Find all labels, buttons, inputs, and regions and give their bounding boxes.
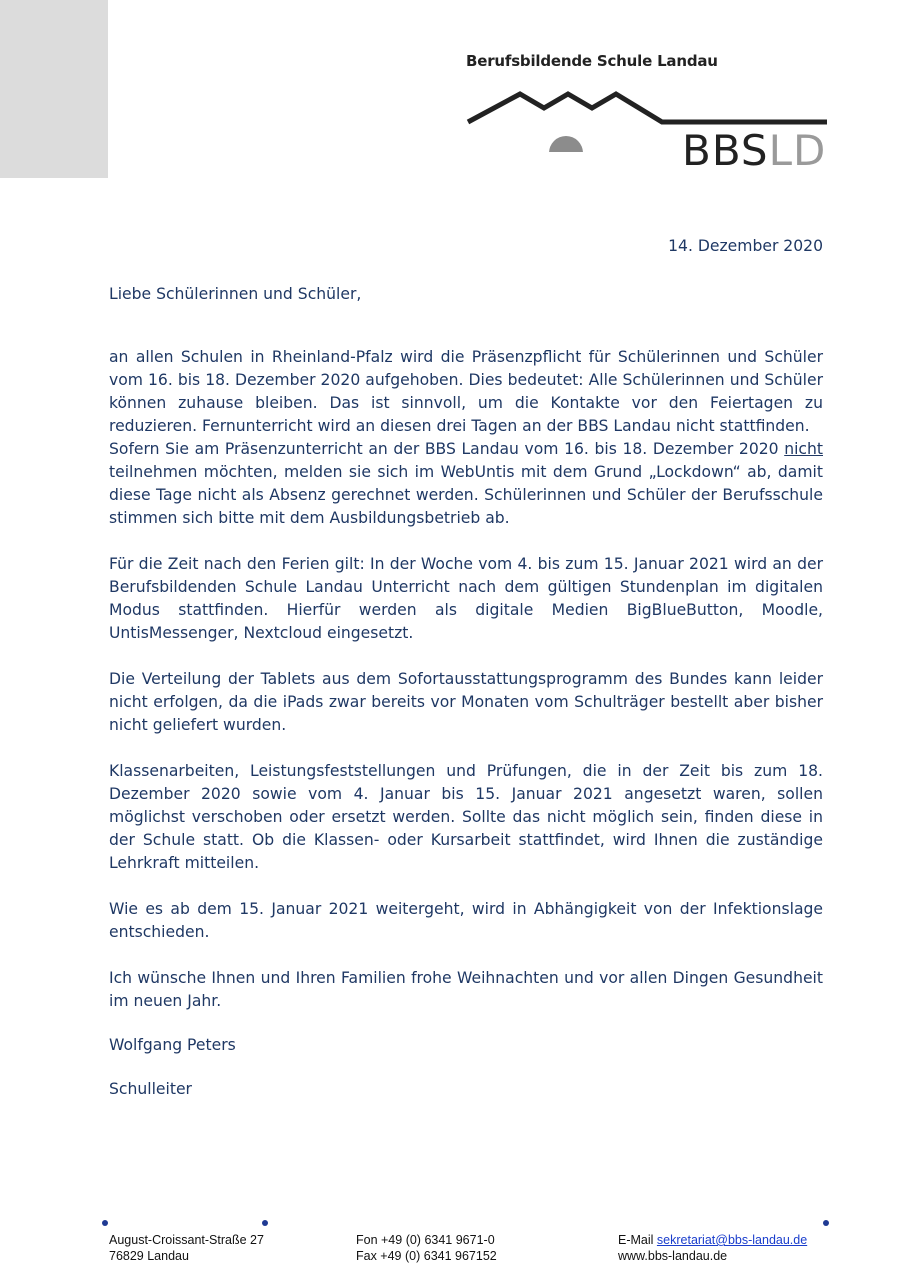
paragraph-outlook: Wie es ab dem 15. Januar 2021 weitergeht, wird in Abhängigkeit von der Infektionslage entschieden. (109, 900, 823, 941)
letter-date: 14. Dezember 2020 (668, 237, 823, 255)
bbsld-wordmark (682, 126, 827, 175)
letter-body (109, 346, 823, 1013)
phone-number: Fon +49 (0) 6341 9671-0 (356, 1233, 495, 1247)
footer-contact-phone (356, 1232, 497, 1264)
logo-circle (549, 136, 583, 152)
paragraph-praesenzpflicht: an allen Schulen in Rheinland-Pfalz wird die Präsenzpflicht für Schülerinnen und Schüler vom 16. bis 18. Dezember 2020 aufgehoben. Dies bedeutet: Alle Schülerinnen und Schüler können zuhause bleiben. Das ist sinnvoll, um die Kontakte vor den Feiertagen zu reduzieren. Fernunterricht wird an diesen drei Tagen an der BBS Landau nicht stattfinden. (109, 348, 823, 435)
salutation: Liebe Schülerinnen und Schüler, (109, 285, 362, 303)
signature-title: Schulleiter (109, 1080, 192, 1098)
footer-dot (823, 1220, 829, 1226)
email-link[interactable]: sekretariat@bbs-landau.de (656, 1233, 808, 1247)
website-url[interactable]: www.bbs-landau.de (618, 1249, 728, 1263)
paragraph-exams: Klassenarbeiten, Leistungsfeststellungen und Prüfungen, die in der Zeit bis zum 18. Dezember 2020 sowie vom 4. Januar bis 15. Januar 2021 angesetzt waren, sollen möglichst verschoben oder ersetzt werden. Sollte das nicht möglich sein, finden diese in der Schule statt. Ob die Klassen- oder Kursarbeit stattfindet, wird Ihnen die zuständige Lehrkraft mitteilen. (109, 762, 823, 872)
corner-gray-block (0, 0, 108, 178)
paragraph-lockdown (109, 438, 823, 530)
paragraph-lockdown-start: Sofern Sie am Präsenzunterricht an der BBS Landau vom 16. bis 18. Dezember 2020 (109, 440, 785, 458)
paragraph-tablets: Die Verteilung der Tablets aus dem Sofortausstattungsprogramm des Bundes kann leider nicht erfolgen, da die iPads zwar bereits vor Monaten vom Schulträger bestellt aber bisher nicht geliefert wurden. (109, 670, 823, 734)
signature-name: Wolfgang Peters (109, 1036, 236, 1054)
paragraph-lockdown-end: teilnehmen möchten, melden sie sich im WebUntis mit dem Grund „Lockdown“ ab, damit diese Tage nicht als Absenz gerechnet werden. Schülerinnen und Schüler der Berufsschule stimmen sich bitte mit dem Ausbildungsbetrieb ab. (109, 463, 823, 527)
footer-dot (262, 1220, 268, 1226)
underlined-nicht: nicht (784, 440, 823, 458)
address-city: 76829 Landau (109, 1249, 189, 1263)
school-logo (462, 52, 832, 177)
paragraph-wishes: Ich wünsche Ihnen und Ihren Familien frohe Weihnachten und vor allen Dingen Gesundheit im neuen Jahr. (109, 969, 823, 1010)
email-line (618, 1232, 807, 1248)
school-name: Berufsbildende Schule Landau (466, 52, 718, 70)
fax-number: Fax +49 (0) 6341 967152 (356, 1249, 497, 1263)
footer-dot (102, 1220, 108, 1226)
footer-contact-web (618, 1232, 807, 1264)
logo-light-text: LD (768, 126, 827, 175)
email-label: E-Mail (618, 1233, 657, 1247)
logo-dark-text: BBS (682, 126, 769, 175)
paragraph-after-holidays: Für die Zeit nach den Ferien gilt: In der Woche vom 4. bis zum 15. Januar 2021 wird an der Berufsbildenden Schule Landau Unterricht nach dem gültigen Stundenplan im digitalen Modus stattfinden. Hierfür werden als digitale Medien BigBlueButton, Moodle, UntisMessenger, Nextcloud eingesetzt. (109, 555, 823, 642)
address-street: August-Croissant-Straße 27 (109, 1233, 264, 1247)
footer-address (109, 1232, 264, 1264)
